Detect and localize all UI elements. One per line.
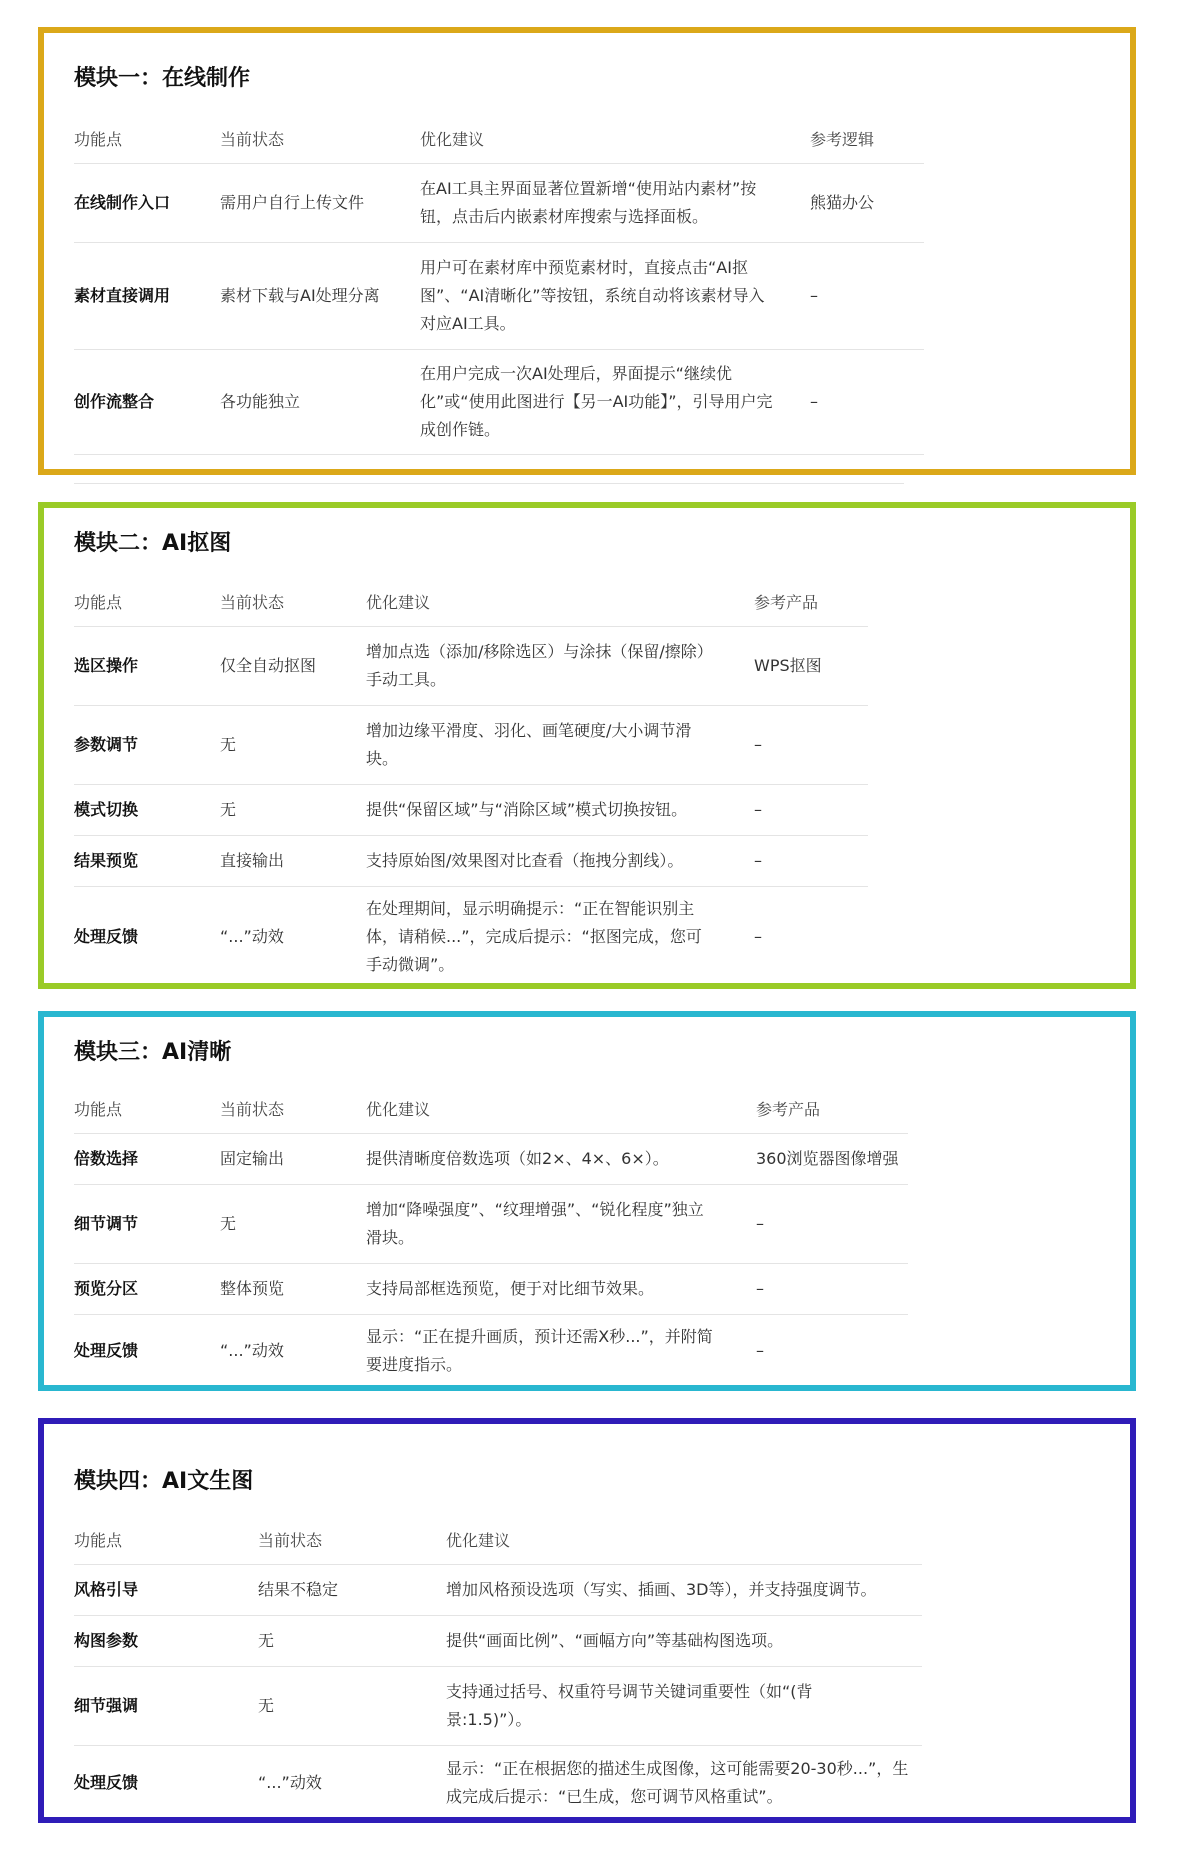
reference-cell: – <box>754 735 762 754</box>
suggestion-cell: 用户可在素材库中预览素材时，直接点击“AI抠图”、“AI清晰化”等按钮，系统自动将该素材导入对应AI工具。 <box>420 258 765 333</box>
suggestion-cell: 增加“降噪强度”、“纹理增强”、“锐化程度”独立滑块。 <box>366 1200 704 1247</box>
header-status: 当前状态 <box>258 1531 323 1550</box>
status-cell: 固定输出 <box>220 1149 285 1168</box>
header-status: 当前状态 <box>220 130 285 149</box>
table-row <box>74 1616 922 1667</box>
feature-cell: 风格引导 <box>74 1580 139 1599</box>
header-reference: 参考产品 <box>754 593 819 612</box>
module-ai-text-to-image <box>38 1418 1136 1823</box>
table-row <box>74 1565 922 1616</box>
table-row <box>74 785 868 836</box>
table-header-row <box>74 580 868 627</box>
reference-cell: – <box>756 1279 764 1298</box>
reference-cell: – <box>756 1214 764 1233</box>
header-status: 当前状态 <box>220 593 285 612</box>
module-online-creation <box>38 27 1136 475</box>
feature-cell: 处理反馈 <box>74 927 139 946</box>
table-row <box>74 1185 908 1264</box>
reference-cell: 熊猫办公 <box>810 193 875 212</box>
suggestion-cell: 提供“保留区域”与“消除区域”模式切换按钮。 <box>366 800 688 819</box>
feature-cell: 倍数选择 <box>74 1149 139 1168</box>
module-ai-enhance <box>38 1011 1136 1391</box>
table-row <box>74 836 868 887</box>
table-row <box>74 627 868 706</box>
status-cell: “...”动效 <box>220 927 284 946</box>
feature-cell: 选区操作 <box>74 656 139 675</box>
table-row <box>74 1264 908 1315</box>
table-header-row <box>74 1087 908 1134</box>
reference-cell: – <box>756 1341 764 1360</box>
feature-cell: 参数调节 <box>74 735 139 754</box>
module-title: 模块三：AI清晰 <box>74 1040 232 1065</box>
reference-cell: – <box>810 286 818 305</box>
reference-cell: – <box>810 392 818 411</box>
suggestion-cell: 提供“画面比例”、“画幅方向”等基础构图选项。 <box>446 1631 784 1650</box>
table-row <box>74 1667 922 1746</box>
table-row <box>74 350 924 455</box>
feature-cell: 细节强调 <box>74 1696 139 1715</box>
table-row <box>74 243 924 350</box>
reference-cell: 360浏览器图像增强 <box>756 1149 899 1168</box>
feature-cell: 素材直接调用 <box>74 286 171 305</box>
suggestion-cell: 支持通过括号、权重符号调节关键词重要性（如“(背景:1.5)”）。 <box>446 1682 813 1729</box>
status-cell: 无 <box>258 1696 275 1715</box>
table-row <box>74 1315 908 1387</box>
status-cell: “...”动效 <box>220 1341 284 1360</box>
status-cell: 各功能独立 <box>220 392 301 411</box>
module-title: 模块一：在线制作 <box>74 66 251 91</box>
suggestion-cell: 增加风格预设选项（写实、插画、3D等），并支持强度调节。 <box>446 1580 877 1599</box>
header-suggestion: 优化建议 <box>366 593 431 612</box>
feature-cell: 处理反馈 <box>74 1341 139 1360</box>
table-header-row <box>74 117 924 164</box>
table-row <box>74 1746 922 1820</box>
table-header-row <box>74 1518 922 1565</box>
module-title: 模块四：AI文生图 <box>74 1469 254 1494</box>
status-cell: 仅全自动抠图 <box>220 656 317 675</box>
feature-cell: 创作流整合 <box>74 392 155 411</box>
divider <box>74 483 904 484</box>
table-row <box>74 1134 908 1185</box>
suggestion-cell: 增加边缘平滑度、羽化、画笔硬度/大小调节滑块。 <box>366 721 692 768</box>
status-cell: 直接输出 <box>220 851 285 870</box>
header-feature: 功能点 <box>74 1531 123 1550</box>
header-feature: 功能点 <box>74 593 123 612</box>
status-cell: 需用户自行上传文件 <box>220 193 365 212</box>
header-reference: 参考逻辑 <box>810 130 875 149</box>
feature-cell: 在线制作入口 <box>74 193 171 212</box>
reference-cell: – <box>754 927 762 946</box>
status-cell: 结果不稳定 <box>258 1580 339 1599</box>
header-feature: 功能点 <box>74 130 123 149</box>
status-cell: 无 <box>220 1214 237 1233</box>
status-cell: 素材下载与AI处理分离 <box>220 286 380 305</box>
header-suggestion: 优化建议 <box>446 1531 511 1550</box>
feature-cell: 结果预览 <box>74 851 139 870</box>
status-cell: 无 <box>220 735 237 754</box>
feature-cell: 构图参数 <box>74 1631 139 1650</box>
suggestion-cell: 在AI工具主界面显著位置新增“使用站内素材”按钮，点击后内嵌素材库搜索与选择面板。 <box>420 179 757 226</box>
header-reference: 参考产品 <box>756 1100 821 1119</box>
table-row <box>74 164 924 243</box>
suggestion-cell: 支持原始图/效果图对比查看（拖拽分割线）。 <box>366 851 684 870</box>
suggestion-cell: 增加点选（添加/移除选区）与涂抹（保留/擦除）手动工具。 <box>366 642 713 689</box>
status-cell: 整体预览 <box>220 1279 285 1298</box>
suggestion-cell: 显示：“正在根据您的描述生成图像，这可能需要20-30秒...”，生成完成后提示：“已生成，您可调节风格重试”。 <box>446 1759 909 1806</box>
table-row <box>74 706 868 785</box>
header-suggestion: 优化建议 <box>366 1100 431 1119</box>
module-title: 模块二：AI抠图 <box>74 531 232 556</box>
header-status: 当前状态 <box>220 1100 285 1119</box>
status-cell: 无 <box>220 800 237 819</box>
suggestion-cell: 显示：“正在提升画质，预计还需X秒...”，并附简要进度指示。 <box>366 1327 713 1374</box>
suggestion-cell: 提供清晰度倍数选项（如2×、4×、6×）。 <box>366 1149 669 1168</box>
reference-cell: WPS抠图 <box>754 656 822 675</box>
suggestion-cell: 在处理期间，显示明确提示：“正在智能识别主体，请稍候...”，完成后提示：“抠图完成，您可手动微调”。 <box>366 899 702 974</box>
feature-cell: 预览分区 <box>74 1279 139 1298</box>
header-suggestion: 优化建议 <box>420 130 485 149</box>
suggestion-cell: 在用户完成一次AI处理后，界面提示“继续优化”或“使用此图进行【另一AI功能】”，引导用户完成创作链。 <box>420 364 773 439</box>
reference-cell: – <box>754 851 762 870</box>
status-cell: “...”动效 <box>258 1773 322 1792</box>
module-ai-cutout <box>38 502 1136 989</box>
feature-cell: 细节调节 <box>74 1214 139 1233</box>
header-feature: 功能点 <box>74 1100 123 1119</box>
feature-cell: 模式切换 <box>74 800 139 819</box>
feature-cell: 处理反馈 <box>74 1773 139 1792</box>
table-row <box>74 887 868 987</box>
suggestion-cell: 支持局部框选预览，便于对比细节效果。 <box>366 1279 655 1298</box>
reference-cell: – <box>754 800 762 819</box>
status-cell: 无 <box>258 1631 275 1650</box>
